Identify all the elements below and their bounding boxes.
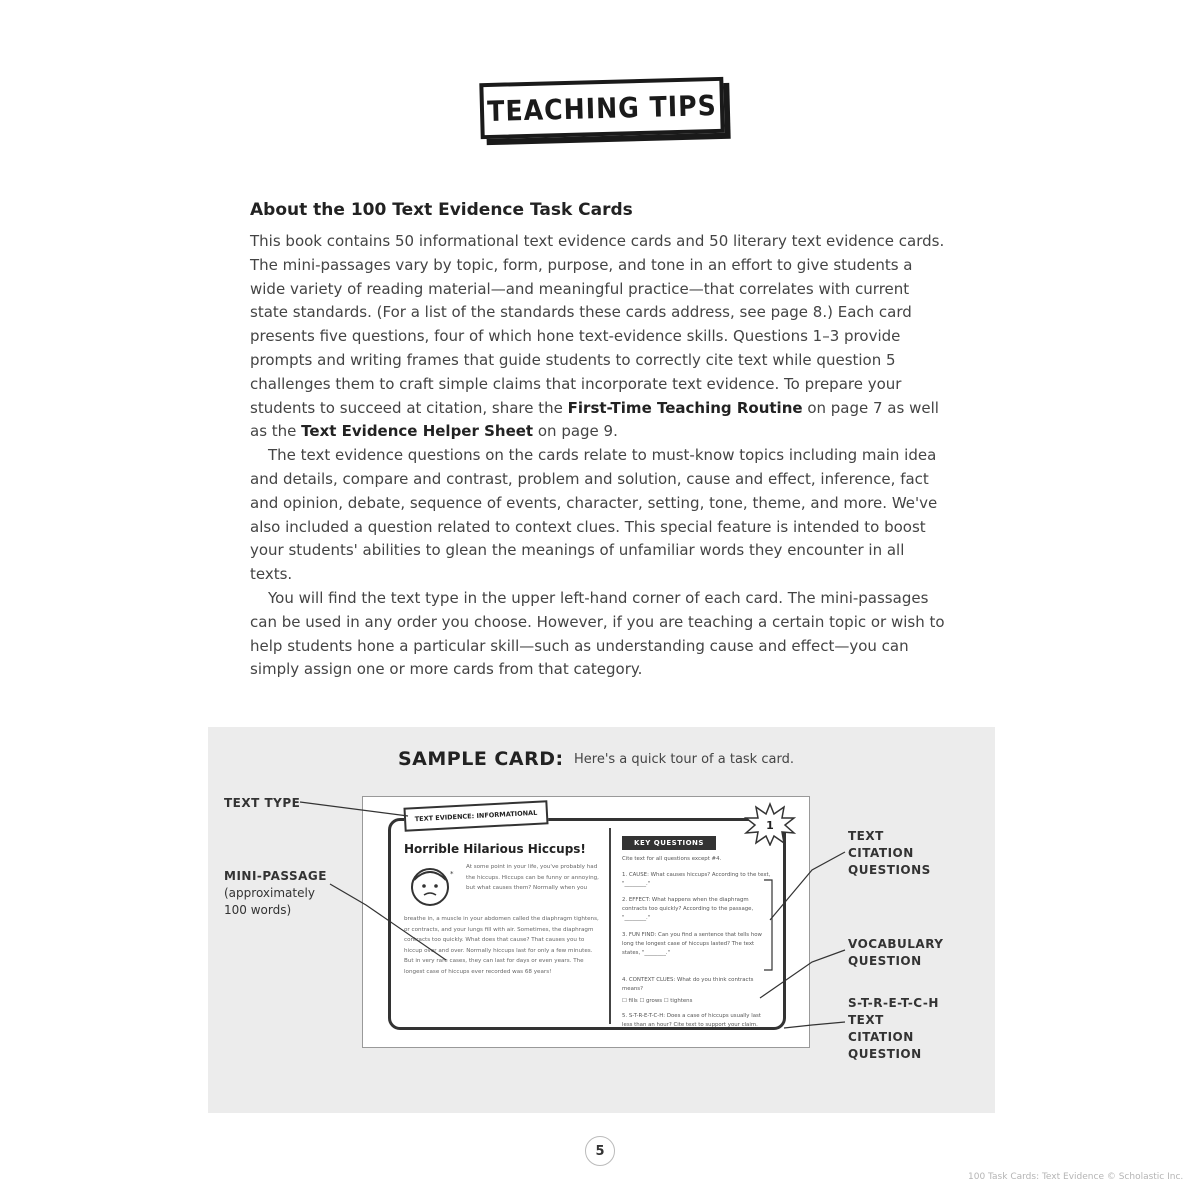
p1-text-d: on page 9. bbox=[533, 422, 618, 441]
passage-title: Horrible Hilarious Hiccups! bbox=[404, 842, 586, 856]
question-4-options: ☐ fills ☐ grows ☐ tightens bbox=[622, 998, 693, 1004]
callout-line-text-type bbox=[300, 802, 408, 816]
label-stretch-line2: TEXT bbox=[848, 1013, 884, 1027]
label-stretch-line3: CITATION bbox=[848, 1030, 914, 1044]
question-2: 2. EFFECT: What happens when the diaphragm contracts too quickly? According to the passage, "________." bbox=[622, 897, 754, 921]
callout-line-mini-passage bbox=[330, 884, 446, 960]
question-3: 3. FUN FIND: Can you find a sentence that tells how long the longest case of hiccups lasted? The text states, "________." bbox=[622, 932, 762, 956]
callout-line-stretch bbox=[784, 1022, 845, 1028]
page-number: 5 bbox=[585, 1136, 615, 1166]
label-vocab-line1: VOCABULARY bbox=[848, 937, 944, 951]
p1-text-c: on page 7 as well as the bbox=[250, 398, 939, 441]
text-type-tag: TEXT EVIDENCE: INFORMATIONAL bbox=[403, 800, 548, 832]
passage-text-top: At some point in your life, you've probably had the hiccups. Hiccups can be funny or annoying, but what causes them? Normally when you bbox=[466, 864, 599, 891]
sample-card-title: SAMPLE CARD: bbox=[398, 748, 564, 770]
label-citation-line2: CITATION bbox=[848, 846, 914, 860]
label-citation-line3: QUESTIONS bbox=[848, 863, 931, 877]
key-questions-instructions: Cite text for all questions except #4. bbox=[622, 856, 722, 862]
stamp-label: TEACHING TIPS bbox=[486, 88, 718, 128]
callout-line-citation bbox=[770, 852, 845, 920]
label-mini-passage-title: MINI-PASSAGE bbox=[224, 869, 327, 883]
label-stretch-line1: S-T-R-E-T-C-H bbox=[848, 996, 939, 1010]
label-text-type: TEXT TYPE bbox=[224, 796, 301, 810]
footer-credit: 100 Task Cards: Text Evidence © Scholastic Inc. bbox=[968, 1172, 1184, 1182]
question-4: 4. CONTEXT CLUES: What do you think contracts means? bbox=[622, 977, 754, 992]
svg-text:*: * bbox=[450, 870, 454, 878]
p1-text-a: This book contains 50 informational text evidence cards and 50 literary text evidence cards. The mini-passages vary by topic, form, purpose, and tone in an effort to give students a wide variety of reading material—and meaningful practice—that correlates with current state standards. (For a list of the standards these cards address, see page 8.) Each card presents five questions, four of which hone text-evidence skills. Questions 1–3 provide prompts and writing frames that guide students to correctly cite text while question 5 challenges them to craft simple claims that incorporate text evidence. To prepare your students to succeed at citation, share the bbox=[250, 232, 945, 417]
callout-line-vocab bbox=[760, 950, 845, 998]
sample-card-subtitle: Here's a quick tour of a task card. bbox=[574, 752, 794, 767]
label-mini-passage-sub2: 100 words) bbox=[224, 903, 292, 917]
label-mini-passage-sub1: (approximately bbox=[224, 886, 315, 900]
question-5: 5. S-T-R-E-T-C-H: Does a case of hiccups usually last less than an hour? Cite text to support your claim. bbox=[622, 1013, 761, 1028]
section-title: About the 100 Text Evidence Task Cards bbox=[250, 200, 633, 220]
label-citation-line1: TEXT bbox=[848, 829, 884, 843]
p1-bold-routine: First-Time Teaching Routine bbox=[567, 398, 803, 417]
passage-text-bottom: breathe in, a muscle in your abdomen called the diaphragm tightens, or contracts, and your lungs fill with air. Sometimes, the diaphragm contracts too quickly. What does that cause? That causes you to hiccup over and over. Normally hiccups last for only a few minutes. But in very rare cases, they can last for days or even years. The longest case of hiccups ever recorded was 68 years! bbox=[404, 916, 599, 975]
label-stretch-line4: QUESTION bbox=[848, 1047, 922, 1061]
p1-bold-helper: Text Evidence Helper Sheet bbox=[301, 422, 534, 441]
label-vocab-line2: QUESTION bbox=[848, 954, 922, 968]
card-number: 1 bbox=[766, 819, 774, 832]
paragraph-2: The text evidence questions on the cards relate to must-know topics including main idea and details, compare and contrast, problem and solution, cause and effect, inference, fact and opinion, debate, sequence of events, character, setting, tone, theme, and more. We've also included a question related to context clues. This special feature is intended to boost your students' abilities to glean the meanings of unfamiliar words they encounter in all texts. bbox=[250, 446, 938, 584]
key-questions-tag: KEY QUESTIONS bbox=[622, 836, 716, 850]
citation-bracket bbox=[764, 880, 772, 970]
paragraph-3: You will find the text type in the upper left-hand corner of each card. The mini-passages can be used in any order you choose. However, if you are teaching a certain topic or wish to help students hone a particular skill—such as understanding cause and effect—you can simply assign one or more cards from that category. bbox=[250, 588, 945, 679]
question-1: 1. CAUSE: What causes hiccups? According to the text, "________." bbox=[622, 872, 771, 887]
